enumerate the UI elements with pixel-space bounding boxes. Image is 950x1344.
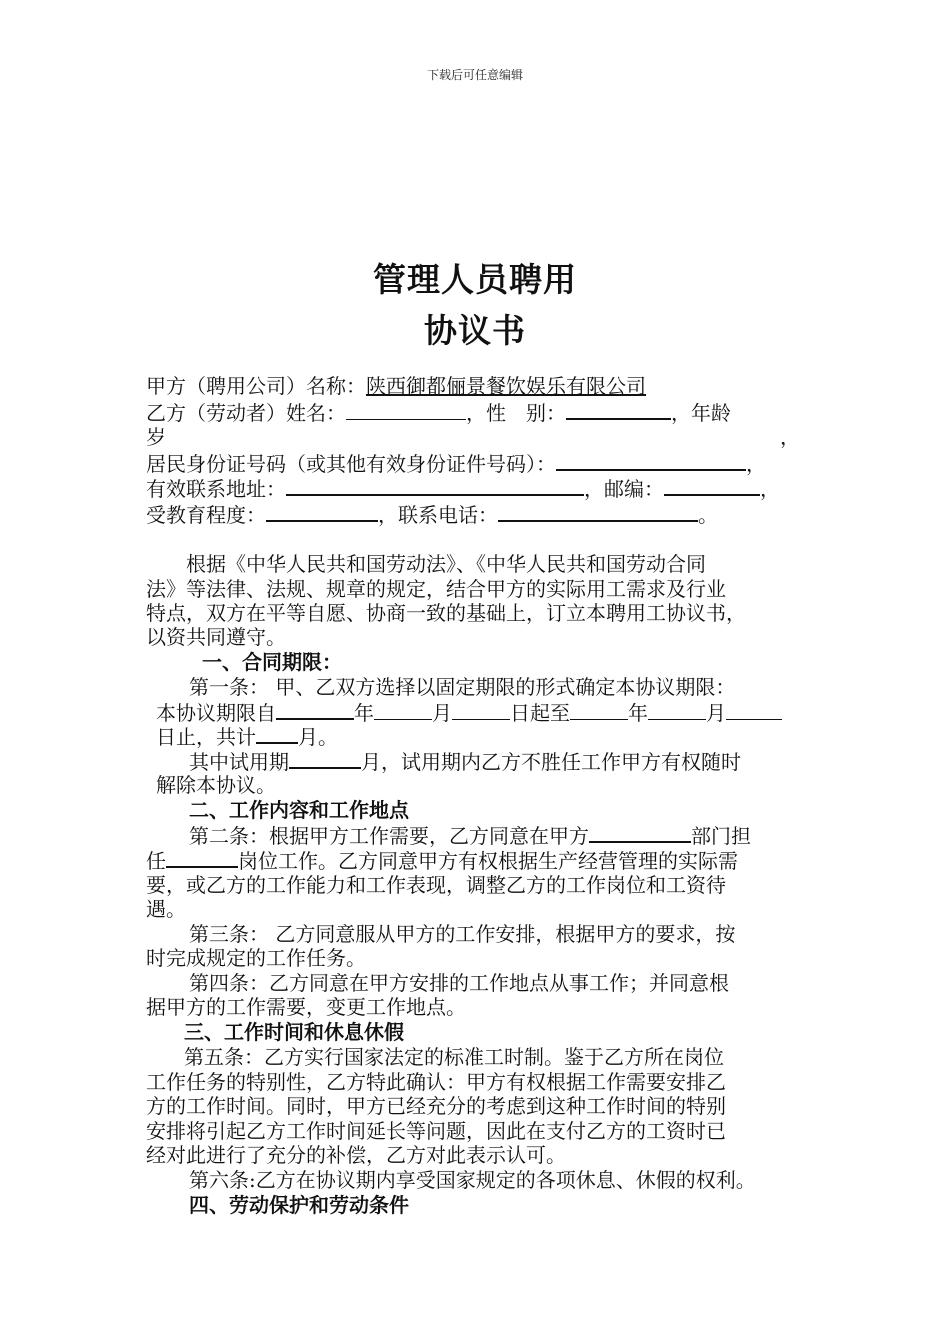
addr-blank xyxy=(286,476,584,496)
article-6: 第六条:乙方在协议期内享受国家规定的各项休息、休假的权利。 xyxy=(189,1168,756,1192)
section-4-title: 四、劳动保护和劳动条件 xyxy=(189,1193,409,1217)
article-4-line-2: 据甲方的工作需要，变更工作地点。 xyxy=(146,995,466,1019)
party-b-line xyxy=(146,400,812,425)
intro-line-3: 特点，双方在平等自愿、协商一致的基础上，订立本聘用工协议书， xyxy=(146,601,746,625)
article-5-line-5: 经对此进行了充分的补偿，乙方对此表示认可。 xyxy=(146,1143,566,1167)
term-end-label: 日止，共计 xyxy=(156,725,256,749)
end-day-blank xyxy=(726,701,782,720)
article-1-line-1: 第一条： 甲、乙双方选择以固定期限的形式确定本协议期限： xyxy=(189,675,736,699)
article-5-line-2: 工作任务的特别性，乙方特此确认：甲方有权根据工作需要安排乙 xyxy=(146,1070,726,1094)
education-line xyxy=(146,502,812,527)
party-b-label: 乙方（劳动者）姓名： xyxy=(146,401,346,425)
article-4-line-1: 第四条：乙方同意在甲方安排的工作地点从事工作；并同意根 xyxy=(189,971,729,995)
section-1-title: 一、合同期限： xyxy=(202,650,342,674)
addr-label: 有效联系地址： xyxy=(146,477,286,501)
end-month-label: 月 xyxy=(706,701,726,725)
id-blank xyxy=(556,451,746,471)
position-prefix: 任 xyxy=(146,849,166,873)
article-2-line-3: 要，或乙方的工作能力和工作表现，调整乙方的工作岗位和工资待 xyxy=(146,873,726,897)
party-a-line xyxy=(146,374,812,398)
month-label: 月 xyxy=(432,701,452,725)
probation-text: 月，试用期内乙方不胜任工作甲方有权随时 xyxy=(361,750,741,774)
edu-blank xyxy=(266,502,378,522)
phone-blank xyxy=(498,502,698,522)
intro-line-2: 法》等法律、法规、规章的规定，结合甲方的实际用工需求及行业 xyxy=(146,577,726,601)
months-label: 月。 xyxy=(298,725,338,749)
phone-period: 。 xyxy=(698,503,718,527)
zip-blank xyxy=(664,476,760,496)
department-label: 部门担 xyxy=(691,824,751,848)
age-line xyxy=(146,425,812,449)
doc-title-line1: 管理人员聘用 xyxy=(373,260,577,299)
article-1-line-2 xyxy=(156,700,822,725)
position-text: 岗位工作。乙方同意甲方有权根据生产经营管理的实际需 xyxy=(238,849,738,873)
id-line xyxy=(146,451,812,476)
year-label: 年 xyxy=(354,701,374,725)
intro-line-1: 根据《中华人民共和国劳动法》、《中华人民共和国劳动合同 xyxy=(146,552,706,576)
end-month-blank xyxy=(648,701,706,720)
page-header: 下载后可任意编辑 xyxy=(426,68,523,82)
address-line xyxy=(146,476,812,501)
intro-line-4: 以资共同遵守。 xyxy=(146,625,286,649)
position-blank xyxy=(166,848,238,868)
start-year-blank xyxy=(276,700,354,720)
doc-title-line2: 协议书 xyxy=(424,311,526,350)
zip-label: ，邮编： xyxy=(584,477,664,501)
sex-label: ，性 别： xyxy=(466,401,566,425)
article-2-line-1 xyxy=(189,823,855,848)
probation-line xyxy=(189,749,855,774)
section-2-title: 二、工作内容和工作地点 xyxy=(189,798,409,822)
total-months-blank xyxy=(256,724,298,744)
sex-blank xyxy=(566,400,671,420)
article-1-line-3 xyxy=(156,724,822,749)
article-5-line-1: 第五条：乙方实行国家法定的标准工时制。鉴于乙方所在岗位 xyxy=(184,1045,724,1069)
id-comma: ， xyxy=(746,452,766,476)
end-year-label: 年 xyxy=(628,701,648,725)
zip-comma: ， xyxy=(760,477,780,501)
department-blank xyxy=(589,823,691,843)
probation-label: 其中试用期 xyxy=(189,750,289,774)
phone-label: ，联系电话： xyxy=(378,503,498,527)
start-day-blank xyxy=(452,701,510,720)
probation-blank xyxy=(289,749,361,769)
article-5-line-3: 方的工作时间。同时，甲方已经充分的考虑到这种工作时间的特别 xyxy=(146,1094,726,1118)
article-3-line-1: 第三条： 乙方同意服从甲方的工作安排，根据甲方的要求，按 xyxy=(189,922,736,946)
section-3-title: 三、工作时间和休息休假 xyxy=(184,1020,404,1044)
party-a-name: 陕西御都俪景餐饮娱乐有限公司 xyxy=(366,374,646,398)
edu-label: 受教育程度： xyxy=(146,503,266,527)
article-5-line-4: 安排将引起乙方工作时间延长等问题，因此在支付乙方的工资时已 xyxy=(146,1119,726,1143)
age-label: ，年龄 xyxy=(671,401,731,425)
end-year-blank xyxy=(570,701,628,720)
article-2-text: 第二条：根据甲方工作需要，乙方同意在甲方 xyxy=(189,824,589,848)
start-month-blank xyxy=(374,701,432,720)
name-blank xyxy=(346,401,466,420)
article-2-line-2 xyxy=(146,848,812,873)
party-a-label: 甲方（聘用公司）名称： xyxy=(146,374,366,398)
article-2-line-4: 遇。 xyxy=(146,897,186,921)
age-unit: 岁 xyxy=(146,425,166,449)
article-3-line-2: 时完成规定的工作任务。 xyxy=(146,946,366,970)
term-from-label: 本协议期限自 xyxy=(156,701,276,725)
day-from-label: 日起至 xyxy=(510,701,570,725)
id-label: 居民身份证号码（或其他有效身份证件号码）： xyxy=(146,452,556,476)
age-comma: ， xyxy=(780,425,800,449)
probation-line-2: 解除本协议。 xyxy=(156,773,276,797)
